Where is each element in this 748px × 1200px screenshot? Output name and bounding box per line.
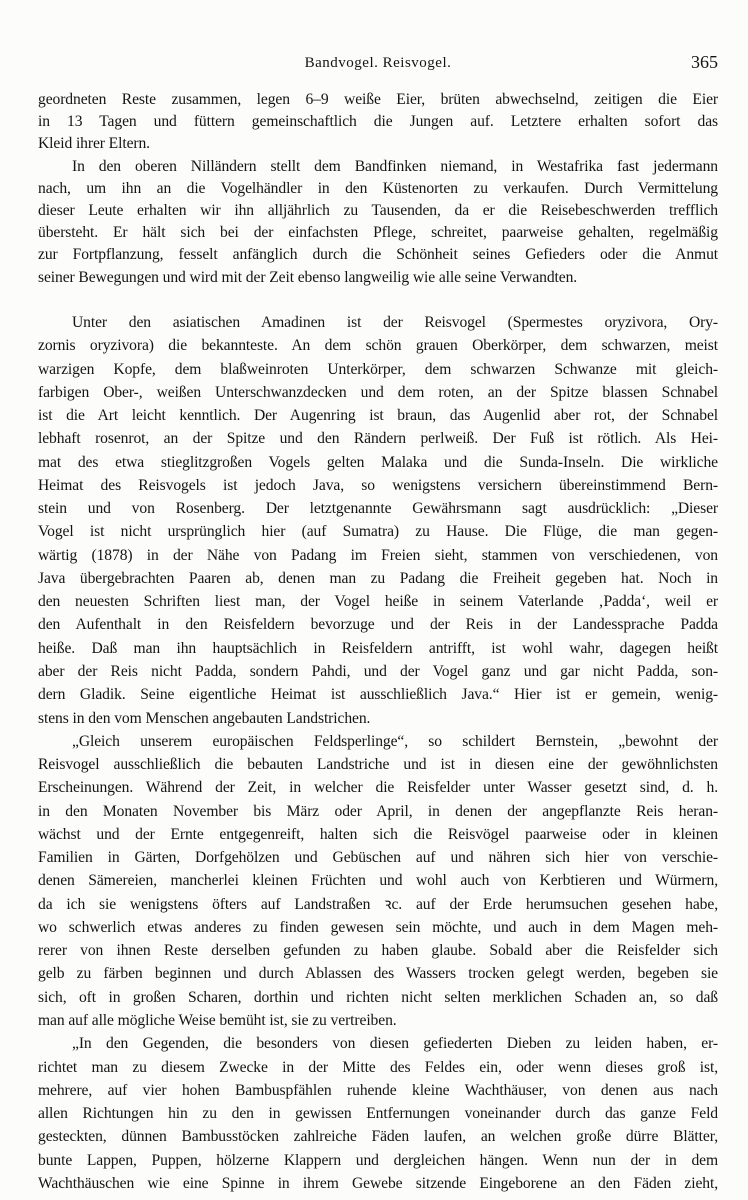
text-line: wo schwerlich etwas anderes zu finden gewesen sein möchte, und auch in dem Magen meh- <box>38 918 718 936</box>
text-line: aber der Reis nicht Padda, sondern Pahdi, und der Vogel ganz und gar nicht Padda, son- <box>38 662 718 680</box>
text-line: seiner Bewegungen und wird mit der Zeit ebenso langweilig wie alle seine Verwandten. <box>38 268 578 286</box>
text-line: lebhaft rosenrot, an der Spitze und den Rändern perlweiß. Der Fuß ist rötlich. Als Hei- <box>38 430 718 448</box>
text-line: wärtig (1878) in der Nähe von Padang im Freien sieht, stammen von verschiedenen, von <box>38 546 718 564</box>
text-line: Erscheinungen. Während der Zeit, in welcher die Reisfelder unter Wasser gesetzt sind, d. h. <box>38 779 718 797</box>
text-line: Reisvogel ausschließlich die bebauten Landstriche und ist in diesen eine der gewöhnlichsten <box>38 756 718 774</box>
running-title: Bandvogel. Reisvogel. <box>304 55 452 71</box>
text-line: „In den Gegenden, die besonders von diesen gefiederten Dieben zu leiden haben, er- <box>72 1035 718 1053</box>
text-line: mat des etwa stieglitzgroßen Vogels gelten Malaka und die Sunda-Inseln. Die wirkliche <box>38 453 718 471</box>
text-block-top <box>38 89 718 289</box>
paragraph <box>38 156 718 289</box>
text-line: nach, um ihn an die Vogelhändler in den Küstenorten zu verkaufen. Durch Vermittelung <box>38 179 718 197</box>
text-line: mehrere, auf vier hohen Bambuspfählen ruhende kleine Wachthäuser, von denen aus nach <box>38 1081 718 1099</box>
text-line: rerer von ihnen Reste derselben gefunden zu haben glaube. Sobald aber die Reisfelder sich <box>38 942 718 960</box>
text-line: Java übergebrachten Paaren ab, denen man zu Padang die Freiheit gegeben hat. Noch in <box>38 569 718 587</box>
text-line: sich, oft in großen Scharen, dorthin und richten nicht selten merklichen Schaden an, so daß <box>38 988 718 1006</box>
text-line: heiße. Daß man ihn hauptsächlich in Reisfeldern antrifft, ist wohl wahr, dagegen heißt <box>38 639 718 657</box>
text-line: denen Sämereien, mancherlei kleinen Früchten und wohl auch von Kerbtieren und Würmern, <box>38 872 718 890</box>
text-line: stens in den vom Menschen angebauten Landstrichen. <box>38 709 371 727</box>
text-line: stein und von Rosenberg. Der letztgenannte Gewährsmann sagt ausdrücklich: „Dieser <box>38 500 718 518</box>
text-line: warzigen Kopfe, dem blaßweinroten Unterkörper, dem schwarzen Schwanze mit gleich- <box>38 360 718 378</box>
text-line: Unter den asiatischen Amadinen ist der Reisvogel (Spermestes oryzivora, Ory- <box>72 314 718 331</box>
text-line: da ich sie wenigstens öfters auf Landstraßen ꝛc. auf der Erde herumsuchen gesehen habe, <box>38 895 718 913</box>
text-line: Heimat des Reisvogels ist jedoch Java, so wenigstens versichern übereinstimmend Bern- <box>38 476 718 494</box>
text-line: den neuesten Schriften liest man, der Vogel heiße in seinem Vaterlande ‚Padda‘, weil er <box>38 593 718 611</box>
text-line: wächst und der Ernte entgegenreift, halten sich die Reisvögel paarweise oder in kleinen <box>38 825 718 843</box>
running-header <box>38 52 718 76</box>
text-line: gesteckten, dünnen Bambusstöcken zahlreiche Fäden laufen, an welchen große dürre Blätter, <box>38 1128 718 1146</box>
text-line: Vogel ist nicht ursprünglich hier (auf Sumatra) zu Hause. Die Flüge, die man gegen- <box>38 523 718 541</box>
text-line: dern Gladik. Seine eigentliche Heimat ist ausschließlich Java.“ Hier ist er gemein, wenig- <box>38 686 718 704</box>
text-line: dieser Leute erhalten wir ihn alljährlich zu Tausenden, da er die Reisebeschwerden trefflich <box>38 201 718 219</box>
text-line: zur Fortpflanzung, fesselt anfänglich durch die Schönheit seines Gefieders oder die Anmut <box>38 246 718 264</box>
text-line: den Aufenthalt in den Reisfeldern bevorzuge und der Reis in der Landessprache Padda <box>38 616 718 634</box>
text-line: übersteht. Er hält sich bei der einfachsten Pflege, schreitet, paarweise gehalten, regelmäßig <box>38 224 718 242</box>
page-number: 365 <box>691 52 718 72</box>
text-line: farbigen Ober-, weißen Unterschwanzdecken und dem roten, an der Spitze blassen Schnabel <box>38 383 718 401</box>
text-line: ist die Art leicht kenntlich. Der Augenring ist braun, das Augenlid aber rot, der Schnabel <box>38 407 718 425</box>
text-line: allen Richtungen hin zu den in gewissen Entfernungen voneinander durch das ganze Feld <box>38 1105 718 1123</box>
text-line: gelb zu färben beginnen und durch Ablassen des Wassers trocken gelegt werden, begeben sie <box>38 965 718 983</box>
text-line: Wachthäuschen wie eine Spinne in ihrem Gewebe sitzende Eingeborene an den Fäden zieht, <box>38 1174 718 1192</box>
text-line: zornis oryzivora) die bekannteste. An dem schön grauen Oberkörper, dem schwarzen, meist <box>38 337 718 355</box>
text-line: in den Monaten November bis März oder April, in denen der angepflanzte Reis heran- <box>38 802 718 820</box>
text-line: man auf alle mögliche Weise bemüht ist, sie zu vertreiben. <box>38 1011 397 1029</box>
text-line: Kleid ihrer Eltern. <box>38 135 150 153</box>
paragraph <box>38 1032 718 1195</box>
paragraph <box>38 89 718 156</box>
text-line: „Gleich unserem europäischen Feldsperlinge“, so schildert Bernstein, „bewohnt der <box>72 732 718 750</box>
text-line: richtet man zu diesem Zwecke in der Mitte des Feldes ein, oder wenn dieses groß ist, <box>38 1058 718 1076</box>
paragraph <box>38 730 718 1032</box>
text-line: In den oberen Nilländern stellt dem Bandfinken niemand, in Westafrika fast jedermann <box>72 157 718 175</box>
text-line: Familien in Gärten, Dorfgehölzen und Gebüschen auf und nähren sich hier von verschie- <box>38 849 718 867</box>
text-line: geordneten Reste zusammen, legen 6–9 weiße Eier, brüten abwechselnd, zeitigen die Eier <box>38 91 718 108</box>
text-line: bunte Lappen, Puppen, hölzerne Klappern und dergleichen hängen. Wenn nun der in dem <box>38 1151 718 1169</box>
text-line: in 13 Tagen und füttern gemeinschaftlich die Jungen auf. Letztere erhalten sofort das <box>38 113 718 131</box>
text-block-main <box>38 311 718 1195</box>
paragraph <box>38 311 718 730</box>
